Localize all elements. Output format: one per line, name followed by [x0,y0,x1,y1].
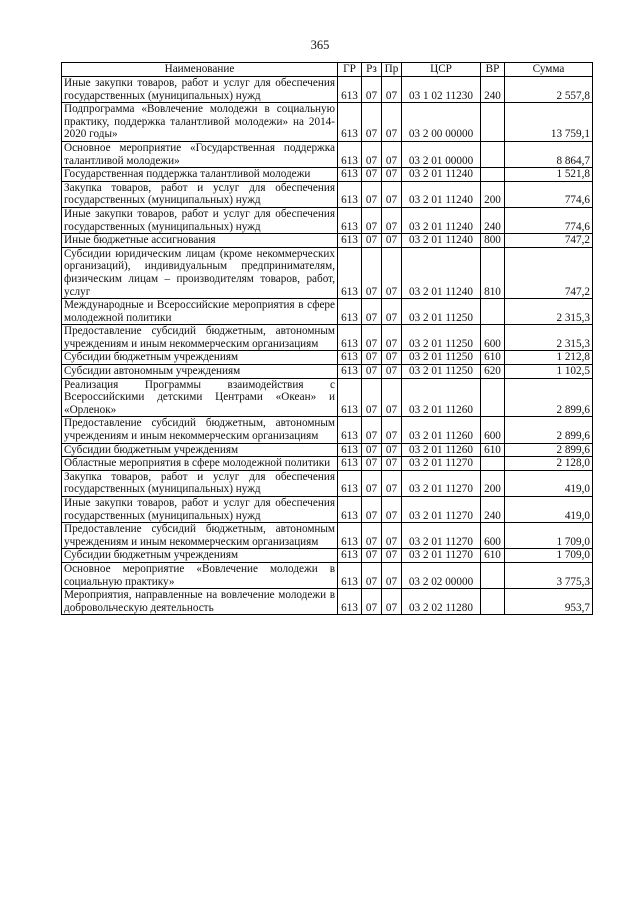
header-pr: Пр [382,63,402,77]
row-pr: 07 [382,470,402,496]
row-sum: 953,7 [505,589,593,615]
row-vr [481,103,505,142]
row-pr: 07 [382,141,402,167]
row-gr: 613 [338,589,362,615]
table-row [62,417,593,443]
row-name: Реализация Программы взаимодействия с Всероссийскими детскими Центрами «Океан» и «Орленок» [62,378,338,417]
row-vr [481,299,505,325]
row-rz: 07 [362,378,382,417]
row-gr: 613 [338,234,362,248]
row-rz: 07 [362,103,382,142]
header-gr: ГР [338,63,362,77]
row-name: Мероприятия, направленные на вовлечение молодежи в добровольческую деятельность [62,589,338,615]
row-rz: 07 [362,325,382,351]
row-pr: 07 [382,103,402,142]
row-csr: 03 2 01 11240 [402,234,481,248]
row-name: Иные закупки товаров, работ и услуг для обеспечения государственных (муниципальных) нужд [62,497,338,523]
row-gr: 613 [338,523,362,549]
table-row [62,325,593,351]
row-csr: 03 2 01 11270 [402,497,481,523]
row-rz: 07 [362,443,382,457]
row-rz: 07 [362,168,382,182]
table-row [62,207,593,233]
table-row [62,497,593,523]
row-rz: 07 [362,562,382,588]
row-rz: 07 [362,181,382,207]
row-gr: 613 [338,457,362,471]
row-csr: 03 1 02 11230 [402,77,481,103]
row-csr: 03 2 01 11260 [402,443,481,457]
row-sum: 774,6 [505,207,593,233]
row-vr: 600 [481,417,505,443]
row-vr: 600 [481,325,505,351]
row-gr: 613 [338,77,362,103]
header-rz: Рз [362,63,382,77]
row-gr: 613 [338,562,362,588]
row-rz: 07 [362,470,382,496]
row-csr: 03 2 01 11240 [402,207,481,233]
row-csr: 03 2 01 11240 [402,181,481,207]
table-row [62,443,593,457]
row-csr: 03 2 01 11260 [402,417,481,443]
row-name: Субсидии автономным учреждениям [62,365,338,379]
row-csr: 03 2 01 11250 [402,365,481,379]
row-sum: 1 709,0 [505,549,593,563]
row-vr [481,378,505,417]
row-gr: 613 [338,325,362,351]
row-gr: 613 [338,549,362,563]
row-sum: 774,6 [505,181,593,207]
table-header-row [62,63,593,77]
row-rz: 07 [362,351,382,365]
row-vr: 800 [481,234,505,248]
row-name: Предоставление субсидий бюджетным, автономным учреждениям и иным некоммерческим организациям [62,523,338,549]
row-gr: 613 [338,497,362,523]
table-row [62,181,593,207]
row-vr: 240 [481,77,505,103]
row-name: Государственная поддержка талантливой молодежи [62,168,338,182]
table-row [62,378,593,417]
row-rz: 07 [362,549,382,563]
row-vr: 610 [481,351,505,365]
row-rz: 07 [362,141,382,167]
row-vr [481,457,505,471]
row-vr: 610 [481,549,505,563]
row-sum: 1 521,8 [505,168,593,182]
row-gr: 613 [338,299,362,325]
table-row [62,103,593,142]
row-rz: 07 [362,417,382,443]
row-pr: 07 [382,181,402,207]
row-pr: 07 [382,234,402,248]
row-pr: 07 [382,589,402,615]
row-pr: 07 [382,325,402,351]
table-row [62,365,593,379]
table-row [62,299,593,325]
row-vr: 600 [481,523,505,549]
row-name: Субсидии бюджетным учреждениям [62,549,338,563]
row-pr: 07 [382,497,402,523]
row-gr: 613 [338,141,362,167]
row-rz: 07 [362,234,382,248]
row-rz: 07 [362,77,382,103]
row-name: Иные закупки товаров, работ и услуг для обеспечения государственных (муниципальных) нужд [62,207,338,233]
row-pr: 07 [382,562,402,588]
row-name: Иные закупки товаров, работ и услуг для обеспечения государственных (муниципальных) нужд [62,77,338,103]
row-sum: 419,0 [505,470,593,496]
row-name: Субсидии юридическим лицам (кроме некоммерческих организаций), индивидуальным предпринимателям, физическим лицам – производителям товаров, работ, услуг [62,247,338,298]
row-pr: 07 [382,77,402,103]
row-vr: 200 [481,181,505,207]
row-csr: 03 2 01 11250 [402,325,481,351]
row-pr: 07 [382,378,402,417]
row-sum: 2 315,3 [505,299,593,325]
row-rz: 07 [362,457,382,471]
row-csr: 03 2 01 11260 [402,378,481,417]
row-csr: 03 2 01 11250 [402,351,481,365]
row-sum: 2 315,3 [505,325,593,351]
row-sum: 419,0 [505,497,593,523]
row-csr: 03 2 01 11240 [402,247,481,298]
row-gr: 613 [338,365,362,379]
row-gr: 613 [338,181,362,207]
table-row [62,351,593,365]
row-sum: 8 864,7 [505,141,593,167]
row-vr [481,589,505,615]
row-csr: 03 2 01 11270 [402,549,481,563]
table-row [62,234,593,248]
row-csr: 03 2 02 11280 [402,589,481,615]
row-pr: 07 [382,443,402,457]
row-vr: 620 [481,365,505,379]
row-gr: 613 [338,351,362,365]
row-name: Областные мероприятия в сфере молодежной политики [62,457,338,471]
row-rz: 07 [362,299,382,325]
row-rz: 07 [362,589,382,615]
row-name: Субсидии бюджетным учреждениям [62,443,338,457]
row-gr: 613 [338,103,362,142]
table-row [62,470,593,496]
row-sum: 2 899,6 [505,378,593,417]
row-sum: 747,2 [505,247,593,298]
header-sum: Сумма [505,63,593,77]
row-vr: 610 [481,443,505,457]
row-sum: 1 212,8 [505,351,593,365]
row-gr: 613 [338,168,362,182]
table-row [62,141,593,167]
row-pr: 07 [382,457,402,471]
row-csr: 03 2 01 11240 [402,168,481,182]
row-sum: 1 709,0 [505,523,593,549]
row-name: Закупка товаров, работ и услуг для обеспечения государственных (муниципальных) нужд [62,470,338,496]
row-vr [481,562,505,588]
row-sum: 2 899,6 [505,443,593,457]
table-row [62,77,593,103]
header-vr: ВР [481,63,505,77]
header-name: Наименование [62,63,338,77]
row-vr [481,168,505,182]
row-pr: 07 [382,549,402,563]
row-csr: 03 2 01 11270 [402,457,481,471]
row-vr: 240 [481,207,505,233]
row-name: Предоставление субсидий бюджетным, автономным учреждениям и иным некоммерческим организациям [62,325,338,351]
row-pr: 07 [382,299,402,325]
row-csr: 03 2 01 00000 [402,141,481,167]
row-sum: 13 759,1 [505,103,593,142]
row-sum: 2 557,8 [505,77,593,103]
row-gr: 613 [338,470,362,496]
table-body [62,77,593,615]
row-sum: 747,2 [505,234,593,248]
table-row [62,562,593,588]
table-row [62,549,593,563]
row-vr: 240 [481,497,505,523]
row-name: Субсидии бюджетным учреждениям [62,351,338,365]
row-name: Основное мероприятие «Вовлечение молодежи в социальную практику» [62,562,338,588]
row-csr: 03 2 01 11270 [402,470,481,496]
table-row [62,168,593,182]
page-number: 365 [310,38,330,52]
row-gr: 613 [338,443,362,457]
table-row [62,523,593,549]
row-pr: 07 [382,351,402,365]
row-csr: 03 2 02 00000 [402,562,481,588]
row-name: Международные и Всероссийские мероприятия в сфере молодежной политики [62,299,338,325]
row-sum: 3 775,3 [505,562,593,588]
row-name: Основное мероприятие «Государственная поддержка талантливой молодежи» [62,141,338,167]
row-sum: 2 899,6 [505,417,593,443]
row-csr: 03 2 00 00000 [402,103,481,142]
row-pr: 07 [382,207,402,233]
row-gr: 613 [338,207,362,233]
row-sum: 1 102,5 [505,365,593,379]
row-pr: 07 [382,247,402,298]
row-rz: 07 [362,497,382,523]
row-vr: 810 [481,247,505,298]
table-row [62,457,593,471]
row-name: Закупка товаров, работ и услуг для обеспечения государственных (муниципальных) нужд [62,181,338,207]
row-name: Предоставление субсидий бюджетным, автономным учреждениям и иным некоммерческим организациям [62,417,338,443]
budget-table [61,62,593,615]
row-csr: 03 2 01 11250 [402,299,481,325]
row-rz: 07 [362,247,382,298]
table-row [62,247,593,298]
row-vr [481,141,505,167]
row-pr: 07 [382,523,402,549]
row-pr: 07 [382,417,402,443]
row-gr: 613 [338,378,362,417]
row-pr: 07 [382,168,402,182]
row-rz: 07 [362,207,382,233]
row-name: Подпрограмма «Вовлечение молодежи в социальную практику, поддержка талантливой молодежи» на 2014-2020 годы» [62,103,338,142]
table-row [62,589,593,615]
row-rz: 07 [362,365,382,379]
row-vr: 200 [481,470,505,496]
row-name: Иные бюджетные ассигнования [62,234,338,248]
row-sum: 2 128,0 [505,457,593,471]
row-csr: 03 2 01 11270 [402,523,481,549]
row-rz: 07 [362,523,382,549]
row-pr: 07 [382,365,402,379]
row-gr: 613 [338,417,362,443]
row-gr: 613 [338,247,362,298]
header-csr: ЦСР [402,63,481,77]
